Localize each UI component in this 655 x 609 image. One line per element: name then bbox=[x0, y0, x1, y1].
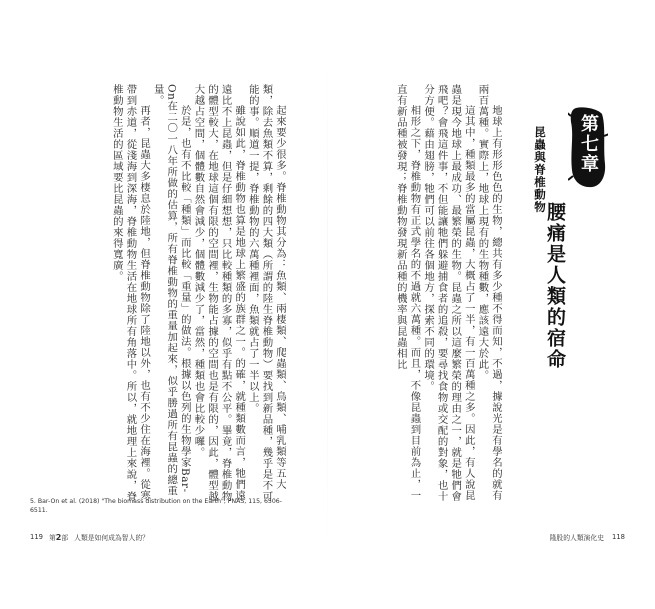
chapter-badge bbox=[568, 106, 608, 188]
right-paragraph-3: 相形之下，脊椎動物有正式學名的不過就六萬種。而且，不像昆蟲到目前為止，一直有新品種被發現；脊椎動物發現新品種的機率與昆蟲相比 bbox=[394, 84, 421, 501]
left-page bbox=[16, 84, 316, 504]
left-footer-title: 人類是如何成為智人的？ bbox=[74, 534, 149, 542]
left-page-footer bbox=[30, 532, 149, 542]
part-label-prefix: 第 bbox=[48, 534, 56, 542]
page-gutter bbox=[327, 60, 328, 550]
footnote: 5. Bar-On et al. (2018) "The biomass distribution on the Earth", PNAS, 115, 6506-6511. bbox=[30, 498, 282, 514]
chapter-title: 腰痛是人類的宿命 bbox=[544, 202, 566, 370]
right-page bbox=[338, 84, 640, 504]
right-paragraph-2: 這其中，種類最多的當屬昆蟲，大概占了一半，有一百萬種之多。因此，有人說昆蟲是現今地球上最成功、最繁榮的生物。昆蟲之所以這麼繁榮的理由之一，就是牠們會飛吧？會飛這件事，不但能讓牠們躲避捕食者的追殺，要尋找食物或交配的對象，也十分方便。藉由翅膀，牠們可以前往各個地方，探索不同的環境。 bbox=[422, 84, 475, 502]
right-page-body bbox=[338, 84, 502, 502]
left-paragraph-2: 雖說如此，脊椎動物也算是地球上繁盛的族群之一。的確，就種類數而言，牠們遠遠比不上昆蟲，但是仔細想想，只比較種類的多寡，似乎有點不公平。畢竟，脊椎動物的體型較大，在地球這個有限的空間裡，生物能占據的空間也是有限的，因此，體型越大越占空間，個體數自然會減少，個體數減少了，當然，種類也會比較少囉。 bbox=[192, 84, 246, 502]
right-page-number: 118 bbox=[612, 533, 625, 541]
part-label bbox=[49, 532, 68, 542]
left-paragraph-3: 於是，也有不比較「種類」而比較「重量」的做法。根據以色列的生物學家Bar-On在二〇一八年所做的估算，所有脊椎動物的重量加起來，似乎勝過所有昆蟲的總重量。 bbox=[151, 84, 191, 497]
right-page-footer bbox=[550, 532, 625, 542]
part-label-suffix: 部 bbox=[61, 534, 69, 542]
chapter-label: 第七章 bbox=[578, 114, 599, 174]
left-paragraph-4: 再者，昆蟲大多棲息於陸地，但脊椎動物除了陸地以外，也有不少住在海裡。從寒帶到赤道，從淺海到深海，脊椎動物生活在地球所有角落中。所以，就地理上來說，脊椎動物生活的區域要比昆蟲的來得寬廣。 bbox=[110, 84, 151, 502]
right-footer-title: 隆股的人類演化史 bbox=[549, 534, 605, 542]
part-number: 2 bbox=[55, 533, 62, 542]
right-paragraph-1: 地球上有形形色色的生物，總共有多少種不得而知，不過，據說光是有學名的就有兩百萬種。實際上，地球上現有的生物種數，應該遠大於此。 bbox=[476, 84, 502, 501]
left-page-body bbox=[56, 84, 286, 502]
left-page-number: 119 bbox=[30, 533, 43, 541]
section-heading: 昆蟲與脊椎動物 bbox=[533, 126, 547, 214]
left-paragraph-1: 起來要少很多。脊椎動物其分為：魚類、兩棲類、爬蟲類、鳥類、哺乳類等五大類，除去魚類不算，剩餘的四大類（所謂的陸生脊椎動物）要找到新品種，幾乎是不可能的事。順道一提，脊椎動物的六萬種裡面，魚類就占了一半以上。 bbox=[246, 84, 286, 502]
